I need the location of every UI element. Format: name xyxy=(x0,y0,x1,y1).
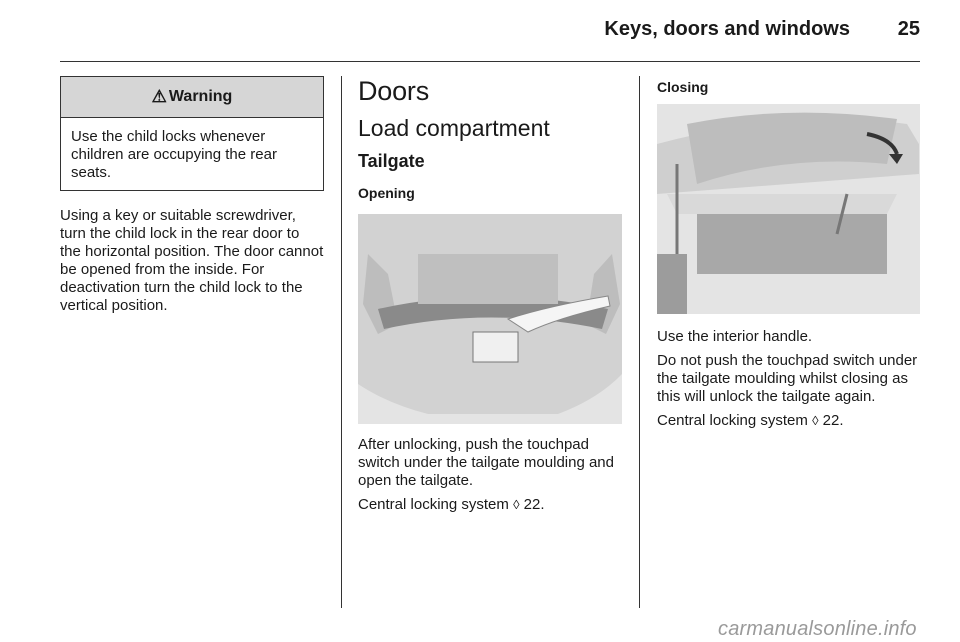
column-2 xyxy=(358,76,622,514)
warning-header xyxy=(61,77,323,118)
child-lock-paragraph: Using a key or suitable screwdriver, turn the child lock in the rear door to the horizontal position. The door cannot be opened from the inside. For deactivation turn the child lock to the vertical position. xyxy=(60,207,324,314)
page-reference-icon: ◊ xyxy=(513,497,520,512)
tailgate-closing-illustration xyxy=(657,104,920,314)
closing-text-1: Use the interior handle. xyxy=(657,328,813,345)
heading-doors: Doors xyxy=(358,76,430,106)
crossref-page: 22. xyxy=(523,496,545,513)
header-divider xyxy=(60,61,920,62)
heading-closing: Closing xyxy=(657,79,709,95)
opening-crossref xyxy=(358,496,622,514)
warning-box xyxy=(60,76,324,191)
crossref-page: 22. xyxy=(822,412,844,429)
tailgate-opening-illustration xyxy=(358,214,622,424)
crossref-label: Central locking system xyxy=(657,412,808,429)
closing-text-2: Do not push the touchpad switch under the tailgate moulding whilst closing as this will unlock the tailgate again. xyxy=(657,352,918,405)
page-reference-icon: ◊ xyxy=(812,413,819,428)
page-section-title: Keys, doors and windows xyxy=(604,18,850,40)
heading-tailgate: Tailgate xyxy=(358,151,425,171)
column-divider-left xyxy=(341,76,342,608)
column-3 xyxy=(657,76,921,430)
warning-title: Warning xyxy=(168,88,233,105)
heading-opening: Opening xyxy=(358,185,415,201)
opening-instructions: After unlocking, push the touchpad switch under the tailgate moulding and open the tailgate. xyxy=(358,436,614,489)
heading-load-compartment: Load compartment xyxy=(358,115,550,141)
warning-text: Use the child locks whenever children are occupying the rear seats. xyxy=(71,128,277,181)
column-1 xyxy=(60,76,324,315)
closing-crossref xyxy=(657,412,921,430)
crossref-label: Central locking system xyxy=(358,496,509,513)
column-divider-right xyxy=(639,76,640,608)
footer-watermark: carmanualsonline.info xyxy=(718,618,917,640)
page-number: 25 xyxy=(897,18,920,40)
warning-triangle-icon: ⚠ xyxy=(151,87,167,106)
